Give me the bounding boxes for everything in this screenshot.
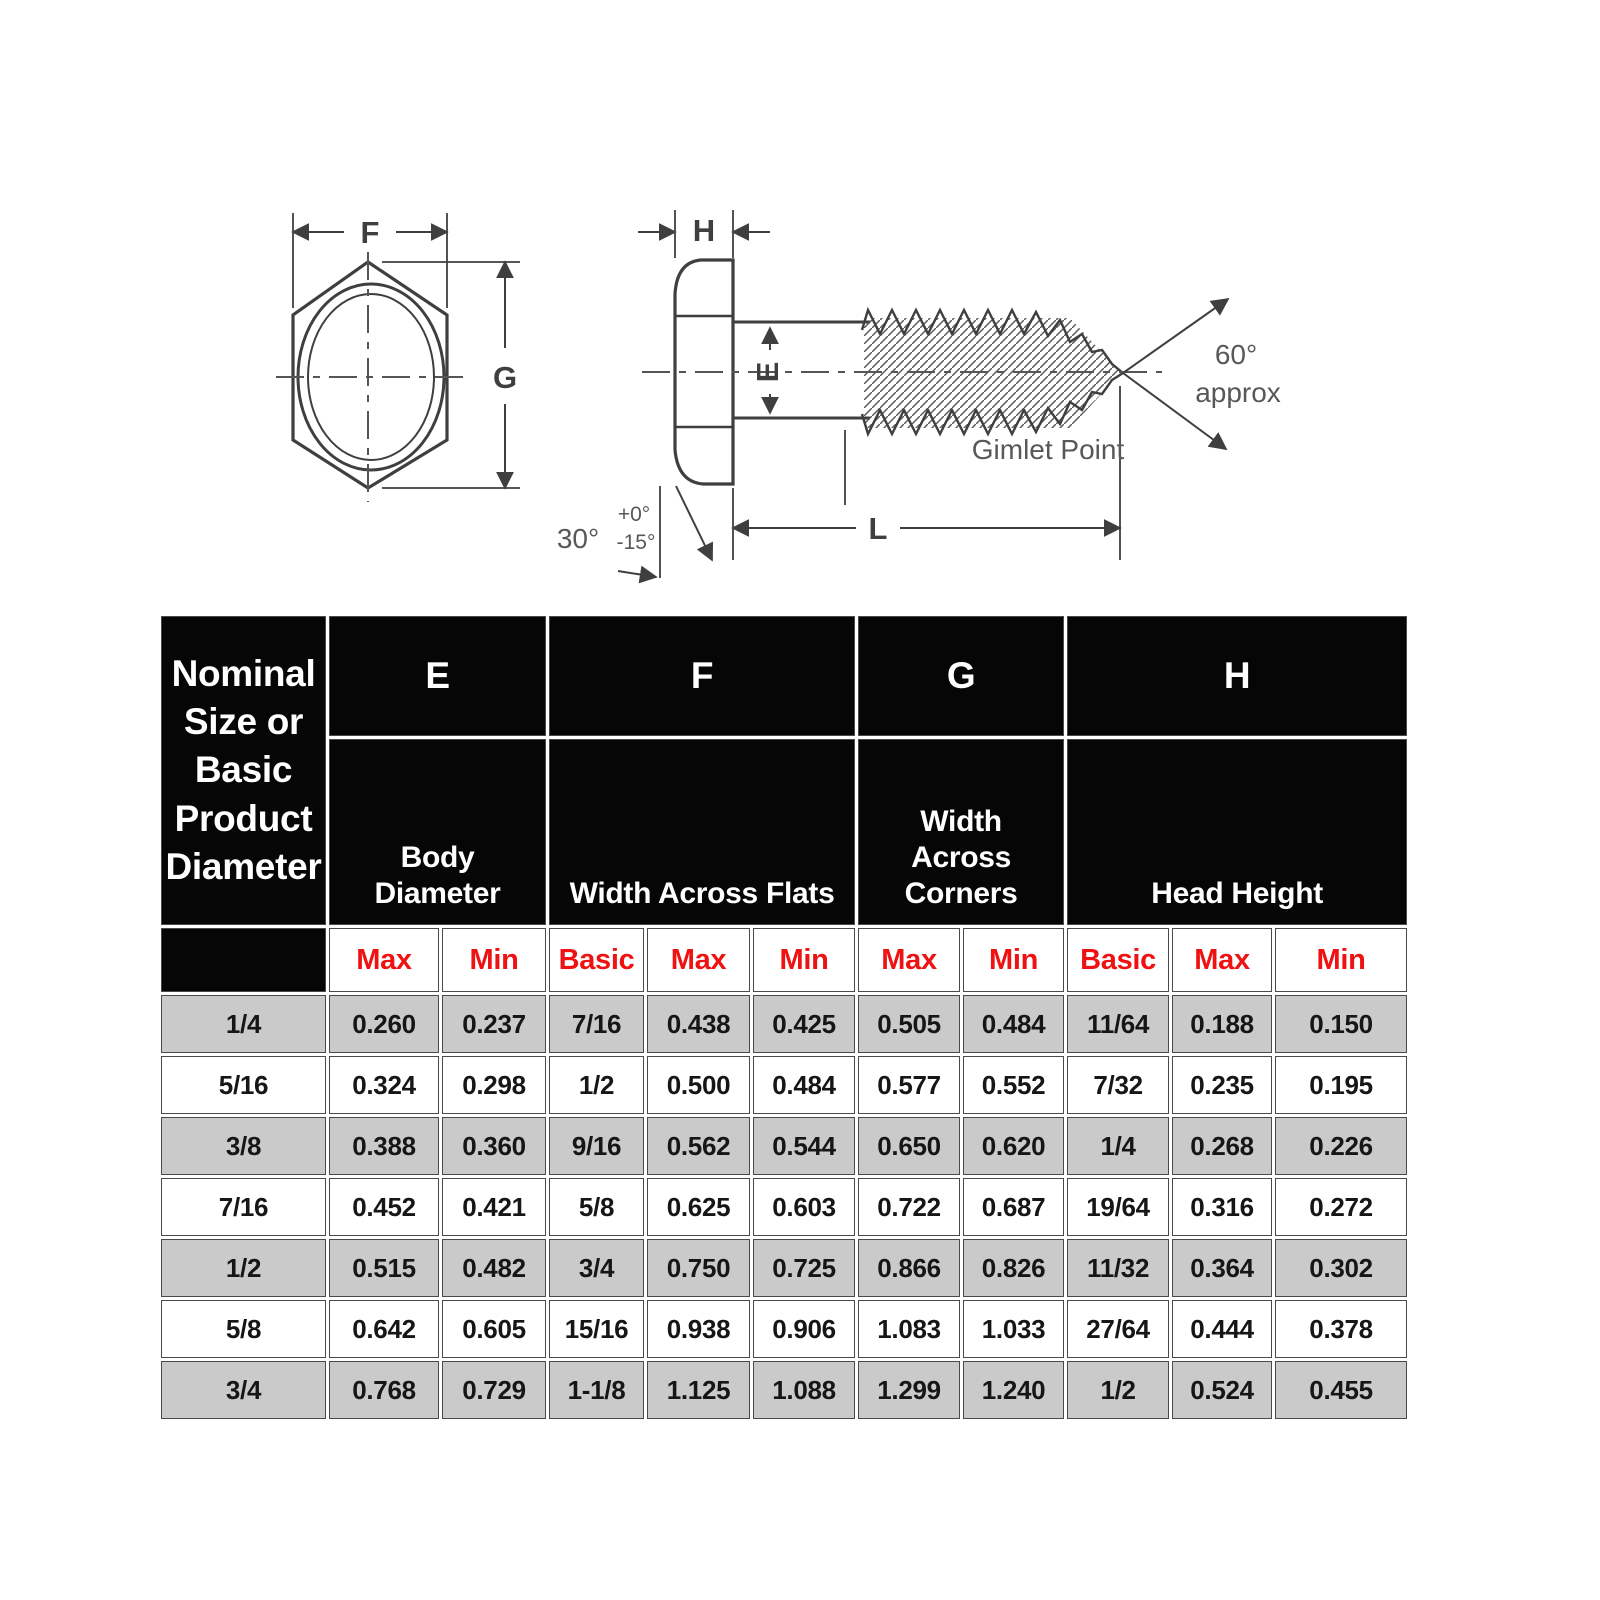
value-cell: 11/32 — [1067, 1239, 1169, 1297]
value-cell: 0.364 — [1172, 1239, 1272, 1297]
chamfer-tolerance-plus: +0° — [617, 503, 651, 526]
subheader-basic: Basic — [1067, 928, 1169, 992]
value-cell: 0.687 — [963, 1178, 1064, 1236]
value-cell: 0.650 — [858, 1117, 960, 1175]
value-cell: 1.083 — [858, 1300, 960, 1358]
value-cell: 1/4 — [1067, 1117, 1169, 1175]
group-header-E: E — [329, 616, 546, 736]
subheader-max: Max — [1172, 928, 1272, 992]
value-cell: 5/8 — [549, 1178, 644, 1236]
value-cell: 0.302 — [1275, 1239, 1407, 1297]
dimension-G — [382, 262, 520, 488]
value-cell: 0.505 — [858, 995, 960, 1053]
value-cell: 0.316 — [1172, 1178, 1272, 1236]
value-cell: 1-1/8 — [549, 1361, 644, 1419]
group-name-width-across-corners: Width Across Corners — [858, 739, 1064, 925]
value-cell: 1.240 — [963, 1361, 1064, 1419]
table-row — [161, 1178, 1407, 1236]
hex-end-view — [276, 213, 520, 502]
value-cell: 0.866 — [858, 1239, 960, 1297]
value-cell: 9/16 — [549, 1117, 644, 1175]
value-cell: 0.750 — [647, 1239, 750, 1297]
value-cell: 0.620 — [963, 1117, 1064, 1175]
tip-angle-note: approx — [1195, 377, 1281, 408]
h-dimension-label: H — [692, 213, 716, 248]
value-cell: 0.298 — [442, 1056, 546, 1114]
subheader-max: Max — [647, 928, 750, 992]
table-row — [161, 1361, 1407, 1419]
value-cell: 0.603 — [753, 1178, 855, 1236]
value-cell: 0.500 — [647, 1056, 750, 1114]
value-cell: 3/4 — [549, 1239, 644, 1297]
group-name-body-diameter: Body Diameter — [329, 739, 546, 925]
subheader-max: Max — [858, 928, 960, 992]
gimlet-point-label: Gimlet Point — [971, 434, 1125, 465]
table-row — [161, 1300, 1407, 1358]
value-cell: 0.625 — [647, 1178, 750, 1236]
value-cell: 0.444 — [1172, 1300, 1272, 1358]
value-cell: 1.088 — [753, 1361, 855, 1419]
value-cell: 15/16 — [549, 1300, 644, 1358]
value-cell: 0.226 — [1275, 1117, 1407, 1175]
value-cell: 0.642 — [329, 1300, 439, 1358]
value-cell: 0.421 — [442, 1178, 546, 1236]
value-cell: 0.378 — [1275, 1300, 1407, 1358]
header-sub-row — [161, 928, 1407, 992]
value-cell: 0.725 — [753, 1239, 855, 1297]
group-name-head-height: Head Height — [1067, 739, 1407, 925]
value-cell: 11/64 — [1067, 995, 1169, 1053]
value-cell: 0.150 — [1275, 995, 1407, 1053]
value-cell: 0.260 — [329, 995, 439, 1053]
value-cell: 0.452 — [329, 1178, 439, 1236]
value-cell: 0.235 — [1172, 1056, 1272, 1114]
f-dimension-label: F — [360, 215, 380, 250]
value-cell: 0.552 — [963, 1056, 1064, 1114]
value-cell: 0.544 — [753, 1117, 855, 1175]
value-cell: 1/2 — [1067, 1361, 1169, 1419]
value-cell: 1/2 — [549, 1056, 644, 1114]
dimension-E — [750, 328, 785, 413]
value-cell: 0.388 — [329, 1117, 439, 1175]
value-cell: 0.605 — [442, 1300, 546, 1358]
row-size-label: 3/8 — [161, 1117, 326, 1175]
value-cell: 0.195 — [1275, 1056, 1407, 1114]
value-cell: 0.938 — [647, 1300, 750, 1358]
value-cell: 0.562 — [647, 1117, 750, 1175]
value-cell: 0.722 — [858, 1178, 960, 1236]
point-angle-callout — [1123, 299, 1281, 449]
chamfer-angle-label: 30° — [556, 523, 600, 554]
value-cell: 0.524 — [1172, 1361, 1272, 1419]
value-cell: 0.455 — [1275, 1361, 1407, 1419]
hex-outline — [293, 262, 447, 488]
value-cell: 7/16 — [549, 995, 644, 1053]
header-name-row — [161, 739, 1407, 925]
table-row — [161, 1056, 1407, 1114]
spec-table — [158, 613, 1410, 1422]
l-dimension-label: L — [868, 511, 888, 546]
group-header-F: F — [549, 616, 855, 736]
value-cell: 1.125 — [647, 1361, 750, 1419]
value-cell: 0.729 — [442, 1361, 546, 1419]
value-cell: 19/64 — [1067, 1178, 1169, 1236]
row-size-label: 5/16 — [161, 1056, 326, 1114]
row-size-label: 7/16 — [161, 1178, 326, 1236]
value-cell: 0.826 — [963, 1239, 1064, 1297]
subheader-min: Min — [753, 928, 855, 992]
subheader-min: Min — [442, 928, 546, 992]
value-cell: 0.360 — [442, 1117, 546, 1175]
subheader-basic: Basic — [549, 928, 644, 992]
value-cell: 0.484 — [963, 995, 1064, 1053]
value-cell: 0.482 — [442, 1239, 546, 1297]
value-cell: 1.033 — [963, 1300, 1064, 1358]
header-letter-row — [161, 616, 1407, 736]
value-cell: 0.268 — [1172, 1117, 1272, 1175]
chamfer-angle-callout — [557, 486, 712, 578]
value-cell: 0.515 — [329, 1239, 439, 1297]
value-cell: 7/32 — [1067, 1056, 1169, 1114]
value-cell: 0.237 — [442, 995, 546, 1053]
row-size-label: 5/8 — [161, 1300, 326, 1358]
value-cell: 1.299 — [858, 1361, 960, 1419]
bolt-side-view — [557, 210, 1281, 578]
value-cell: 0.484 — [753, 1056, 855, 1114]
g-dimension-label: G — [492, 360, 518, 395]
chamfer-tolerance-minus: -15° — [616, 531, 656, 554]
table-row — [161, 1239, 1407, 1297]
value-cell: 0.768 — [329, 1361, 439, 1419]
value-cell: 0.272 — [1275, 1178, 1407, 1236]
bolt-diagram — [0, 0, 1600, 612]
table-row — [161, 1117, 1407, 1175]
tip-angle-label: 60° — [1214, 339, 1258, 370]
value-cell: 0.438 — [647, 995, 750, 1053]
corner-spacer — [161, 928, 326, 992]
value-cell: 0.906 — [753, 1300, 855, 1358]
table-row — [161, 995, 1407, 1053]
e-dimension-label: E — [750, 361, 786, 383]
corner-header: Nominal Size or Basic Product Diameter — [161, 616, 326, 925]
value-cell: 0.425 — [753, 995, 855, 1053]
row-size-label: 1/4 — [161, 995, 326, 1053]
spec-table-body — [161, 995, 1407, 1419]
group-header-G: G — [858, 616, 1064, 736]
row-size-label: 1/2 — [161, 1239, 326, 1297]
subheader-max: Max — [329, 928, 439, 992]
value-cell: 0.577 — [858, 1056, 960, 1114]
group-name-width-across-flats: Width Across Flats — [549, 739, 855, 925]
value-cell: 0.188 — [1172, 995, 1272, 1053]
value-cell: 27/64 — [1067, 1300, 1169, 1358]
dimension-H — [638, 210, 770, 258]
subheader-min: Min — [963, 928, 1064, 992]
value-cell: 0.324 — [329, 1056, 439, 1114]
group-header-H: H — [1067, 616, 1407, 736]
row-size-label: 3/4 — [161, 1361, 326, 1419]
subheader-min: Min — [1275, 928, 1407, 992]
